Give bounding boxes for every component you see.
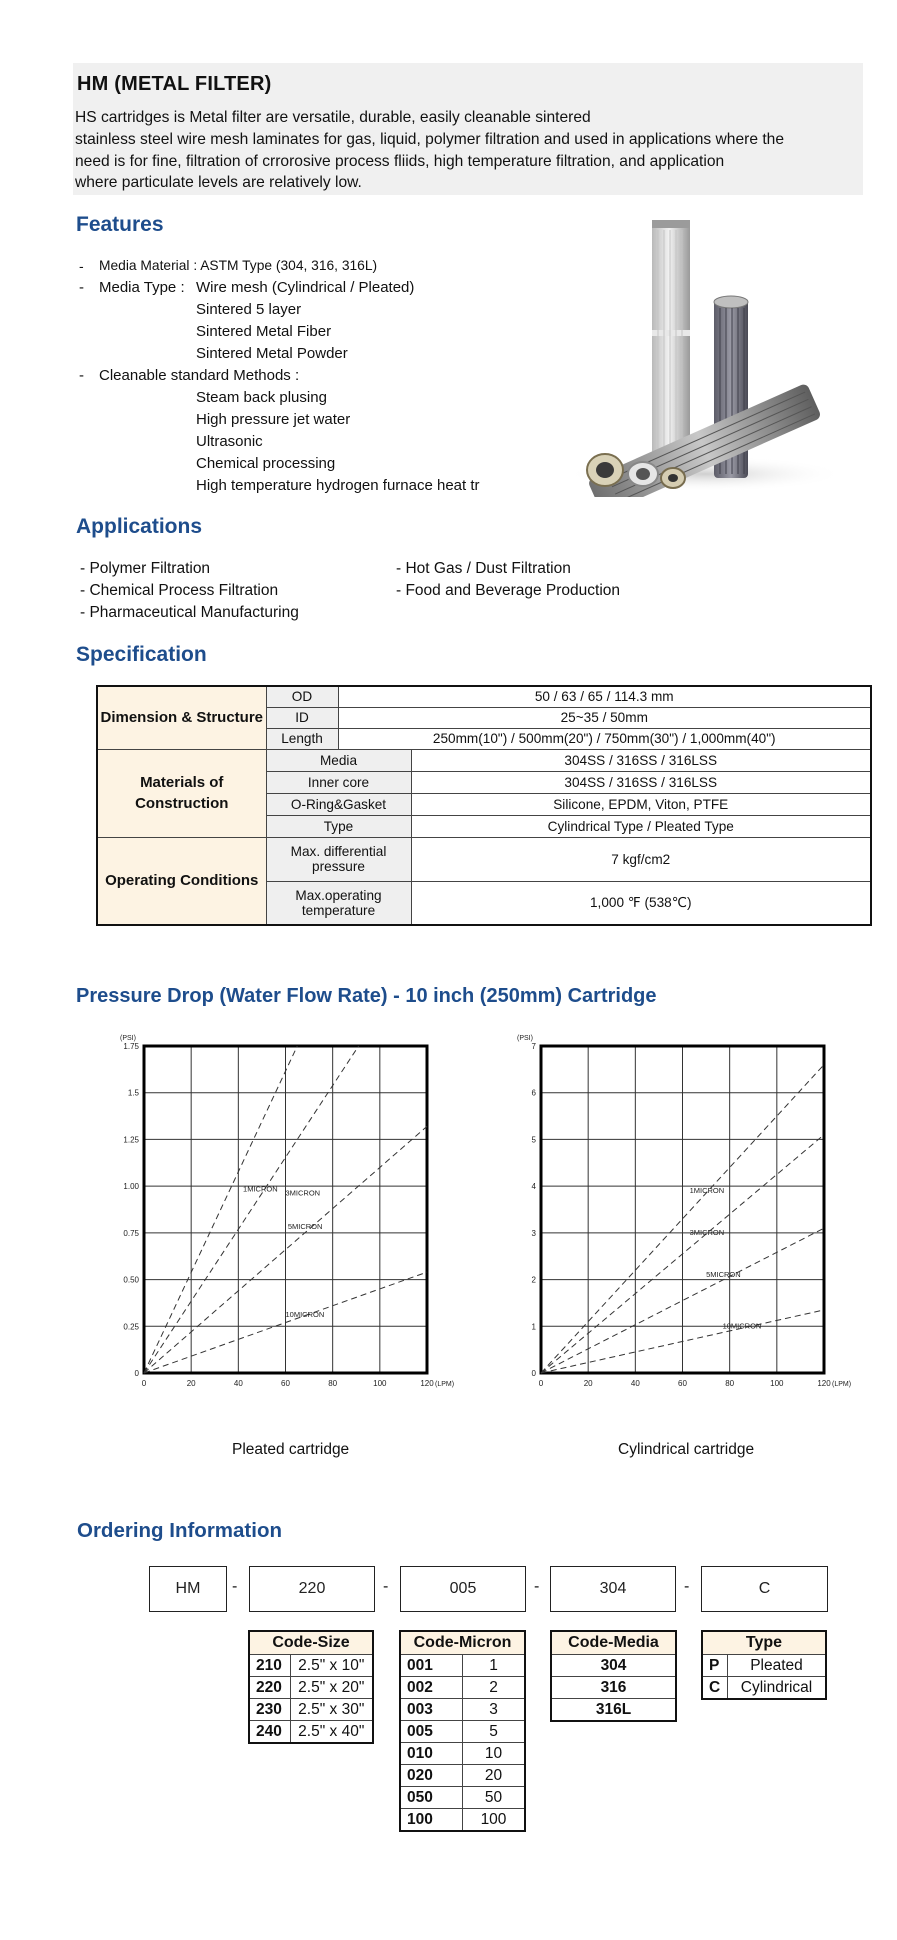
specification-title: Specification [76,643,207,666]
order-separator: - [684,1578,690,1595]
cleanable-method: Steam back plusing [196,389,327,406]
y-tick-label: 0 [531,1369,536,1378]
table-row: 210 2.5" x 10" [249,1655,373,1677]
y-tick-label: 3 [531,1228,536,1238]
code-micron-table [399,1630,526,1832]
spec-value: 250mm(10") / 500mm(20") / 750mm(30") / 1,000mm(40") [338,728,871,749]
table-row: 010 10 [400,1743,525,1765]
cleanable-method: High pressure jet water [196,411,351,428]
series-label: 3MICRON [285,1188,321,1198]
features-list [78,256,518,496]
x-tick-label: 20 [583,1379,593,1388]
x-unit-label: (LPM) [832,1381,852,1388]
table-row: P Pleated [702,1655,826,1677]
code-size-header: Code-Size [249,1631,373,1655]
y-tick-label: 4 [531,1182,536,1192]
x-tick-label: 40 [630,1379,640,1388]
group-materials: Materials of Construction [97,749,266,837]
type-header: Type [702,1631,826,1655]
table-row: 100 100 [400,1809,525,1832]
pressure-drop-title: Pressure Drop (Water Flow Rate) - 10 inch (250mm) Cartridge [76,985,657,1007]
y-tick-label: 1.5 [127,1088,139,1098]
spec-label: O-Ring&Gasket [266,793,411,815]
cleanable-method: Chemical processing [196,455,336,472]
order-separator: - [534,1578,540,1595]
type-table [701,1630,827,1700]
spec-value: 25~35 / 50mm [338,707,871,728]
spec-value: 304SS / 316SS / 316LSS [411,749,871,771]
cylindrical-caption: Cylindrical cartridge [618,1441,755,1458]
y-tick-label: 0.25 [123,1322,139,1332]
y-tick-label: 0 [134,1369,139,1378]
filter-cartridges-image [545,212,835,497]
pleated-caption: Pleated cartridge [232,1441,350,1458]
y-tick-label: 6 [531,1088,536,1098]
intro-line: stainless steel wire mesh laminates for gas, liquid, polymer filtration and used in applications where the [75,130,785,148]
table-row: 316L [551,1699,676,1722]
order-code-type: C [701,1566,828,1612]
intro-description [75,107,784,194]
bullet-dash: - [79,279,84,296]
spec-value: Silicone, EPDM, Viton, PTFE [411,793,871,815]
application-item: - Hot Gas / Dust Filtration [396,560,571,577]
y-unit-label: (PSI) [517,1035,533,1042]
intro-line: HS cartridges is Metal filter are versatile, durable, easily cleanable sintered [75,109,591,126]
ordering-title: Ordering Information [77,1519,282,1542]
spec-value: 7 kgf/cm2 [411,837,871,881]
spec-label: Max.operating temperature [266,881,411,925]
media-type-item: Sintered Metal Fiber [196,323,332,340]
group-dimension: Dimension & Structure [97,686,266,749]
feature-cleanable-label: Cleanable standard Methods : [99,367,300,384]
x-tick-label: 80 [328,1379,338,1388]
table-row: 050 50 [400,1787,525,1809]
y-tick-label: 0.75 [123,1228,139,1238]
bullet-dash: - [79,367,84,384]
y-tick-label: 1 [531,1322,536,1332]
table-row: 001 1 [400,1655,525,1677]
cleanable-method: Ultrasonic [196,433,263,450]
spec-label: ID [266,707,338,728]
order-code-micron: 005 [400,1566,526,1612]
table-row: 002 2 [400,1677,525,1699]
intro-line: where particulate levels are relatively low. [75,174,362,192]
series-label: 1MICRON [243,1184,278,1194]
cylindrical-chart [507,1028,867,1396]
series-label: 3MICRON [689,1228,725,1238]
table-row: 020 20 [400,1765,525,1787]
series-label: 1MICRON [689,1186,725,1196]
media-type-item: Sintered Metal Powder [196,345,348,362]
spec-label: Length [266,728,338,749]
spec-label: Media [266,749,411,771]
spec-label: Inner core [266,771,411,793]
series-label: 5MICRON [287,1222,323,1232]
order-separator: - [383,1578,389,1595]
x-tick-label: 100 [770,1379,784,1388]
table-row: C Cylindrical [702,1677,826,1700]
media-type-item: Sintered 5 layer [196,301,302,318]
x-tick-label: 60 [678,1379,687,1388]
x-tick-label: 80 [725,1379,735,1388]
x-tick-label: 120 [420,1379,434,1388]
table-row: 304 [551,1655,676,1677]
y-tick-label: 0.50 [123,1275,139,1285]
group-operating: Operating Conditions [97,837,266,925]
application-item: - Food and Beverage Production [396,582,621,599]
code-media-table [550,1630,677,1722]
y-unit-label: (PSI) [120,1035,136,1042]
series-label: 10MICRON [285,1309,325,1319]
spec-value: 304SS / 316SS / 316LSS [411,771,871,793]
pleated-chart [110,1028,470,1396]
x-tick-label: 100 [373,1379,387,1388]
table-row: 230 2.5" x 30" [249,1699,373,1721]
feature-media-type-label: Media Type : [99,279,185,296]
y-tick-label: 1.75 [123,1042,139,1051]
series-line [144,1046,359,1373]
application-item: - Polymer Filtration [80,560,211,577]
x-tick-label: 0 [141,1379,147,1388]
media-type-item: Wire mesh (Cylindrical / Pleated) [196,279,415,296]
x-tick-label: 40 [233,1379,243,1388]
spec-label: Max. differential pressure [266,837,411,881]
y-tick-label: 5 [531,1135,536,1145]
intro-line: need is for fine, filtration of crrorosive process fliids, high temperature filtration, and application [75,152,725,170]
code-media-header: Code-Media [551,1631,676,1655]
x-tick-label: 120 [817,1379,831,1388]
applications-list [80,560,680,630]
specification-table [96,685,872,926]
spec-label: Type [266,815,411,837]
table-row: 240 2.5" x 40" [249,1721,373,1744]
x-unit-label: (LPM) [435,1381,455,1388]
feature-media-material: Media Material : ASTM Type (304, 316, 316L) [99,258,378,273]
spec-value: 1,000 ℉ (538℃) [411,881,871,925]
y-tick-label: 2 [531,1275,536,1285]
series-label: 5MICRON [706,1270,741,1280]
spec-value: 50 / 63 / 65 / 114.3 mm [338,686,871,707]
table-row: 316 [551,1677,676,1699]
order-code-series: HM [149,1566,227,1612]
table-row: 220 2.5" x 20" [249,1677,373,1699]
spec-value: Cylindrical Type / Pleated Type [411,815,871,837]
application-item: - Chemical Process Filtration [80,582,279,599]
x-tick-label: 60 [281,1379,290,1388]
table-row: 005 5 [400,1721,525,1743]
series-label: 10MICRON [722,1321,762,1331]
bullet-dash: - [79,258,84,274]
table-row: 003 3 [400,1699,525,1721]
y-tick-label: 7 [531,1042,536,1051]
features-title: Features [76,213,164,236]
x-tick-label: 20 [186,1379,196,1388]
order-code-size: 220 [249,1566,375,1612]
y-tick-label: 1.00 [123,1182,139,1192]
x-tick-label: 0 [538,1379,544,1388]
order-code-media: 304 [550,1566,676,1612]
application-item: - Pharmaceutical Manufacturing [80,604,299,621]
intro-box [73,63,863,195]
y-tick-label: 1.25 [123,1135,139,1145]
cleanable-method: High temperature hydrogen furnace heat tr [196,477,480,494]
series-line [144,1046,297,1373]
order-separator: - [232,1578,238,1595]
spec-label: OD [266,686,338,707]
code-micron-header: Code-Micron [400,1631,525,1655]
applications-title: Applications [76,515,203,538]
code-size-table [248,1630,374,1744]
product-title: HM (METAL FILTER) [77,73,272,95]
